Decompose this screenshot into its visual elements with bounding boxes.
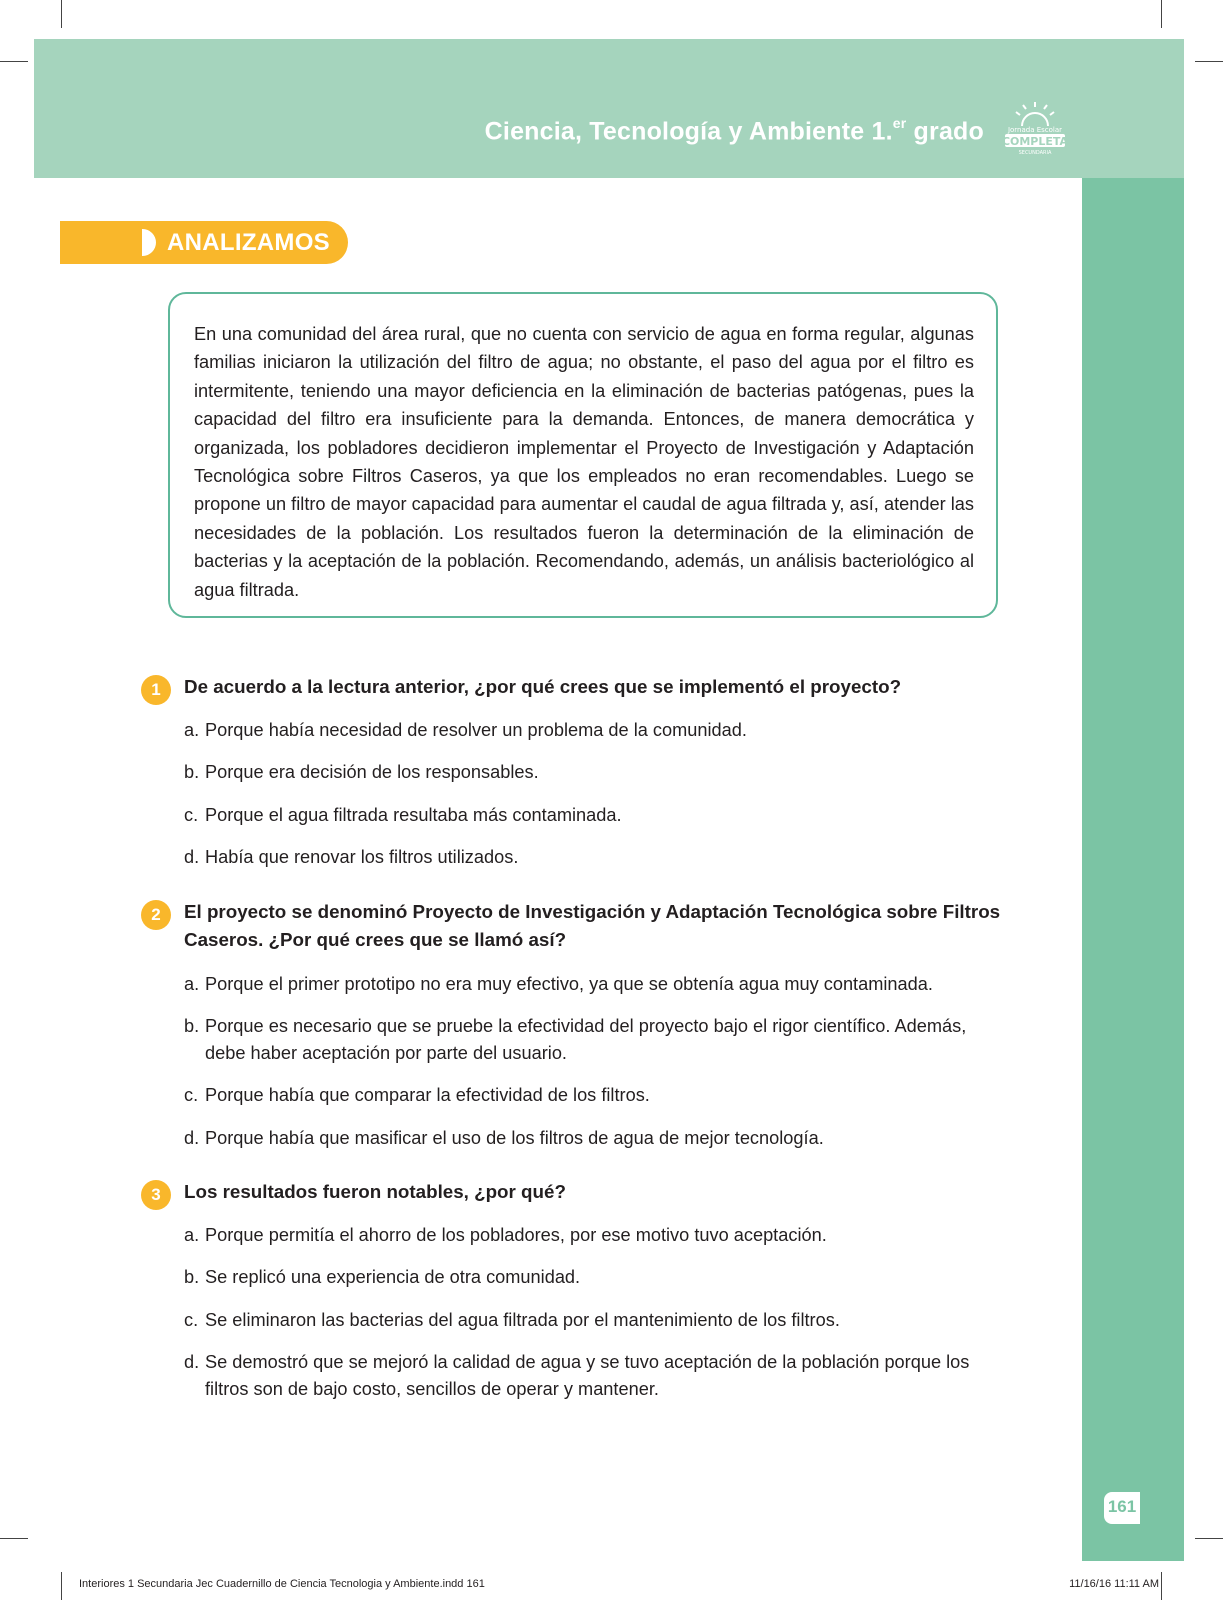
crop-mark bbox=[61, 1572, 62, 1600]
page-number: 161 bbox=[1107, 1497, 1137, 1516]
side-band bbox=[1082, 178, 1184, 1561]
reading-text: En una comunidad del área rural, que no cuenta con servicio de agua en forma regular, algunas familias iniciaron la utilización del filtro de agua; no obstante, el paso del agua por el filtro es intermitente, teniendo una mayor deficiencia en la eliminación de bacterias patógenas, pues la capacidad del filtro era insuficiente para la demanda. Entonces, de manera democrática y organizada, los pobladores decidieron implementar el Proyecto de Investigación y Adaptación Tecnológica sobre Filtros Caseros, ya que los empleados no eran recomendables. Luego se propone un filtro de mayor capacidad para aumentar el caudal de agua filtrada y, así, atender las necesidades de la población. Los resultados fueron la determinación de la eliminación de bacterias y la aceptación de la población. Recomendando, además, un análisis bacteriológico al agua filtrada. bbox=[194, 324, 974, 600]
footer-datetime: 11/16/16 11:11 AM bbox=[1069, 1578, 1159, 1590]
question-number: 3 bbox=[141, 1180, 171, 1210]
option-item: b. Porque es necesario que se pruebe la efectividad del proyecto bajo el rigor científico. Además, debe haber aceptación por parte del usuario. bbox=[184, 1016, 967, 1063]
footer-file-slug: Interiores 1 Secundaria Jec Cuadernillo de Ciencia Tecnologia y Ambiente.indd 161 bbox=[79, 1578, 485, 1590]
svg-text:Jornada Escolar: Jornada Escolar bbox=[1007, 126, 1063, 134]
svg-text:SECUNDARIA: SECUNDARIA bbox=[1018, 150, 1052, 156]
option-item: a. Porque permitía el ahorro de los pobladores, por ese motivo tuvo aceptación. bbox=[184, 1225, 827, 1245]
option-item: b. Porque era decisión de los responsables. bbox=[184, 762, 539, 782]
page-title: Ciencia, Tecnología y Ambiente 1.$^{er}$ grado bbox=[484, 115, 984, 146]
crop-mark bbox=[61, 0, 62, 28]
option-item: d. Se demostró que se mejoró la calidad de agua y se tuvo aceptación de la población porque los filtros son de bajo costo, sencillos de operar y mantener. bbox=[184, 1352, 970, 1399]
option-item: c. Porque había que comparar la efectividad de los filtros. bbox=[184, 1085, 650, 1105]
option-item: d. Había que renovar los filtros utilizados. bbox=[184, 847, 519, 867]
crop-mark bbox=[0, 61, 28, 62]
crop-mark bbox=[0, 1538, 28, 1539]
crop-mark bbox=[1161, 1572, 1162, 1600]
option-item: d. Porque había que masificar el uso de los filtros de agua de mejor tecnología. bbox=[184, 1128, 824, 1148]
half-circle-icon bbox=[142, 229, 156, 256]
option-item: a. Porque el primer prototipo no era muy efectivo, ya que se obtenía agua muy contaminada. bbox=[184, 974, 933, 994]
option-item: b. Se replicó una experiencia de otra comunidad. bbox=[184, 1267, 581, 1287]
jornada-escolar-completa-logo bbox=[995, 100, 1075, 156]
crop-mark bbox=[1195, 1538, 1223, 1539]
crop-mark bbox=[1195, 61, 1223, 62]
question-text: Los resultados fueron notables, ¿por qué? bbox=[184, 1181, 566, 1202]
section-tag-label: ANALIZAMOS bbox=[167, 229, 330, 256]
section-tag bbox=[60, 221, 348, 264]
option-item: c. Se eliminaron las bacterias del agua filtrada por el mantenimiento de los filtros. bbox=[184, 1310, 840, 1330]
question-text: El proyecto se denominó Proyecto de Investigación y Adaptación Tecnológica sobre Filtros Caseros. ¿Por qué crees que se llamó así? bbox=[184, 901, 1001, 950]
svg-text:COMPLETA: COMPLETA bbox=[1001, 135, 1069, 148]
question-number: 2 bbox=[141, 900, 171, 930]
option-item: a. Porque había necesidad de resolver un problema de la comunidad. bbox=[184, 720, 747, 740]
question-text: De acuerdo a la lectura anterior, ¿por qué crees que se implementó el proyecto? bbox=[184, 676, 902, 697]
option-item: c. Porque el agua filtrada resultaba más contaminada. bbox=[184, 805, 622, 825]
crop-mark bbox=[1161, 0, 1162, 28]
question-number: 1 bbox=[141, 675, 171, 705]
